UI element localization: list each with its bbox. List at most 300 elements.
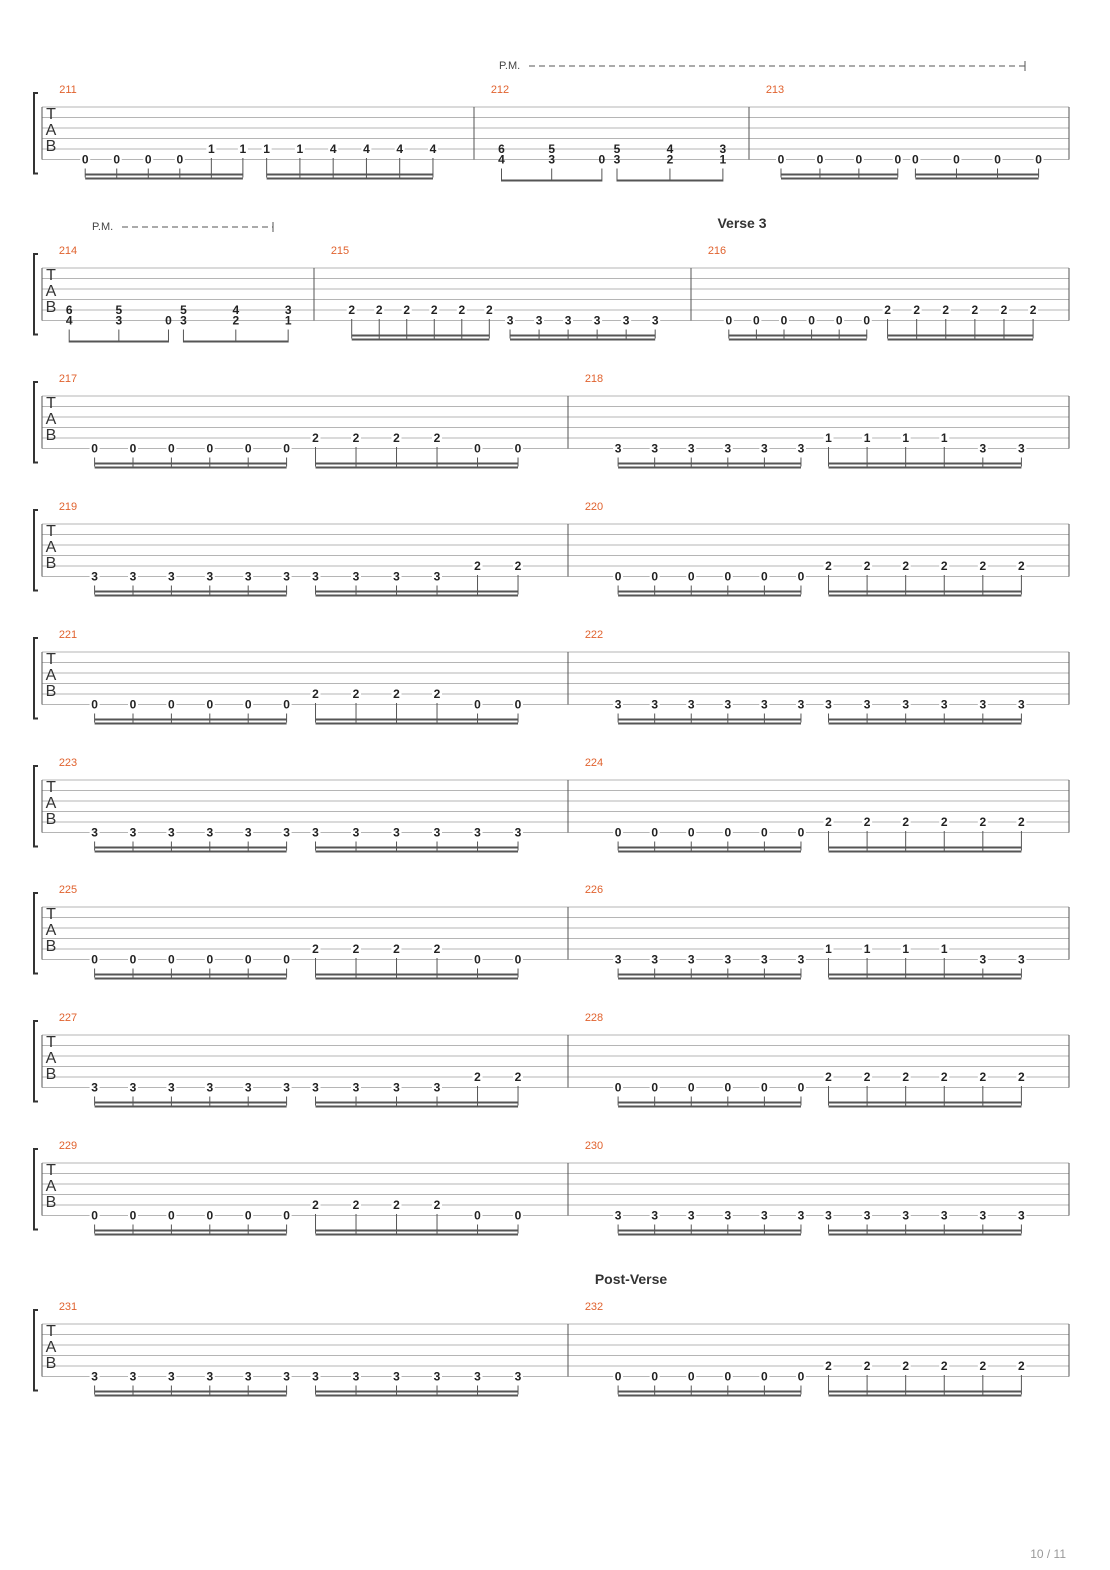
measure-number: 218 [584,373,604,385]
fret-number: 2 [352,942,360,956]
beam [316,978,519,980]
measure-number: 230 [584,1140,604,1152]
beam [829,1391,1022,1393]
fret-number: 2 [1000,303,1008,317]
beam [618,463,801,465]
beam [316,595,519,597]
beam [95,1102,287,1104]
tab-clef-letter: B [45,427,57,444]
fret-number: 0 [283,697,290,712]
fret-number: 2 [430,303,438,317]
measure-number: 211 [59,84,77,96]
chord-fret-lower: 1 [719,152,727,167]
fret-number: 3 [129,569,137,584]
fret-number: 0 [725,313,733,328]
beam [829,847,1022,849]
fret-number: 0 [283,1208,290,1223]
fret-number: 3 [593,313,601,328]
fret-number: 3 [352,1369,360,1384]
tab-clef-letter: B [45,138,57,155]
measure-number: 231 [58,1301,78,1313]
fret-number: 1 [296,142,304,156]
fret-number: 4 [329,142,337,156]
beam [95,467,287,469]
beam [316,851,519,853]
fret-number: 2 [902,1070,910,1084]
beam [69,341,168,343]
fret-number: 3 [614,441,622,456]
measure-number: 229 [58,1140,78,1152]
fret-number: 2 [393,1198,400,1212]
chord-fret-upper: 5 [180,303,187,317]
tab-clef-letter: T [46,395,56,412]
beam [95,1234,287,1236]
fret-number: 2 [348,303,356,317]
beam [618,1230,801,1232]
fret-number: 2 [393,942,400,956]
fret-number: 3 [433,569,441,584]
fret-number: 0 [206,697,214,712]
beam [829,851,1022,853]
measure-number: 227 [58,1012,78,1024]
fret-number: 3 [761,952,768,967]
beam [510,339,655,341]
fret-number: 0 [91,441,98,456]
fret-number: 2 [884,303,891,317]
system-bracket [34,1149,38,1230]
fret-number: 3 [312,825,319,840]
fret-number: 2 [393,431,400,445]
beam [316,1234,519,1236]
beam [618,595,801,597]
measure-number: 213 [765,84,785,96]
fret-number: 0 [129,952,137,967]
fret-number: 3 [1018,1208,1025,1223]
tab-clef-letter: A [45,1178,57,1195]
beam [95,851,287,853]
fret-number: 0 [724,825,732,840]
chord-fret-upper: 4 [232,303,240,317]
fret-number: 0 [244,441,252,456]
fret-number: 0 [687,1080,695,1095]
measure-number: 214 [58,245,78,257]
fret-number: 3 [687,1208,695,1223]
fret-number: 2 [979,1359,987,1373]
beam [915,174,1038,176]
fret-number: 2 [942,303,950,317]
beam [316,591,519,593]
fret-number: 3 [902,697,910,712]
beam [829,719,1022,721]
fret-number: 2 [863,1070,871,1084]
measure-number: 217 [58,373,78,385]
beam [316,1102,519,1104]
fret-number: 3 [283,825,290,840]
fret-number: 0 [894,152,902,167]
beam [95,1106,287,1108]
fret-number: 3 [514,825,522,840]
fret-number: 0 [816,152,824,167]
chord-fret-lower: 3 [180,313,187,328]
fret-number: 2 [514,559,522,573]
system-bracket [34,93,38,174]
fret-number: 2 [979,559,987,573]
fret-number: 3 [825,1208,832,1223]
chord-fret-lower: 2 [666,152,674,167]
tab-clef-letter: T [46,1034,56,1051]
system-bracket [34,766,38,847]
fret-number: 0 [614,825,622,840]
fret-number: 0 [514,1208,522,1223]
fret-number: 2 [352,431,360,445]
fret-number: 2 [352,687,360,701]
beam [95,719,287,721]
system-bracket [34,638,38,719]
fret-number: 2 [863,559,871,573]
system-bracket [34,893,38,974]
tab-clef-letter: B [45,1355,57,1372]
tab-clef-letter: A [45,795,57,812]
fret-number: 3 [244,825,252,840]
beam [316,467,519,469]
fret-number: 1 [208,142,215,156]
beam [618,851,801,853]
fret-number: 0 [168,441,175,456]
fret-number: 0 [81,152,89,167]
fret-number: 3 [129,1369,137,1384]
fret-number: 0 [1035,152,1042,167]
chord-fret-lower: 3 [548,152,556,167]
beam [829,1395,1022,1397]
fret-number: 0 [808,313,815,328]
fret-number: 3 [797,1208,805,1223]
fret-number: 3 [283,1080,290,1095]
fret-number: 2 [825,1070,832,1084]
beam [95,978,287,980]
fret-number: 2 [1029,303,1037,317]
fret-number: 0 [994,152,1001,167]
fret-number: 0 [724,1080,732,1095]
beam [316,1395,519,1397]
fret-number: 2 [825,559,832,573]
fret-number: 0 [113,152,121,167]
fret-number: 2 [971,303,979,317]
tab-clef-letter: A [45,1050,57,1067]
fret-number: 0 [953,152,960,167]
fret-number: 3 [506,313,514,328]
fret-number: 1 [825,431,832,445]
fret-number: 3 [724,697,732,712]
fret-number: 3 [979,697,987,712]
beam [510,335,655,337]
fret-number: 3 [761,1208,768,1223]
chord-fret-upper: 5 [548,142,556,156]
fret-number: 0 [206,441,214,456]
fret-number: 3 [312,1080,319,1095]
fret-number: 3 [312,1369,319,1384]
measure-number: 228 [584,1012,604,1024]
tab-clef-letter: A [45,667,57,684]
fret-number: 3 [687,952,695,967]
beam [352,335,490,337]
fret-number: 3 [724,441,732,456]
fret-number: 2 [312,687,319,701]
system-bracket [34,1021,38,1102]
fret-number: 2 [940,1070,948,1084]
fret-number: 2 [863,1359,871,1373]
fret-number: 0 [129,1208,137,1223]
chord-fret-upper: 5 [115,303,123,317]
measure-number: 215 [330,245,350,257]
tab-clef-letter: A [45,411,57,428]
palm-mute-label: P.M. [92,221,114,233]
fret-number: 0 [777,152,785,167]
fret-number: 1 [825,942,832,956]
palm-mute-label: P.M. [499,60,521,72]
beam [316,847,519,849]
fret-number: 2 [433,942,441,956]
fret-number: 3 [651,1208,659,1223]
tab-clef-letter: T [46,651,56,668]
fret-number: 2 [1018,559,1025,573]
fret-number: 3 [312,569,319,584]
fret-number: 3 [433,1369,441,1384]
fret-number: 0 [283,952,290,967]
fret-number: 3 [168,825,175,840]
tab-clef-letter: A [45,922,57,939]
beam [316,463,519,465]
fret-number: 0 [91,952,98,967]
fret-number: 3 [283,569,290,584]
beam [95,1230,287,1232]
fret-number: 3 [393,825,400,840]
beam [829,723,1022,725]
measure-number: 225 [58,884,78,896]
fret-number: 0 [206,1208,214,1223]
fret-number: 3 [761,697,768,712]
fret-number: 0 [144,152,152,167]
fret-number: 0 [724,569,732,584]
beam [352,339,490,341]
fret-number: 3 [433,1080,441,1095]
beam [618,591,801,593]
chord-fret-upper: 4 [666,142,674,156]
fret-number: 2 [352,1198,360,1212]
fret-number: 3 [1018,441,1025,456]
fret-number: 1 [940,431,948,445]
tab-clef-letter: T [46,267,56,284]
fret-number: 3 [91,1369,98,1384]
tab-clef-letter: B [45,938,57,955]
beam [316,723,519,725]
fret-number: 2 [1018,1070,1025,1084]
fret-number: 4 [429,142,437,156]
fret-number: 2 [433,1198,441,1212]
beam [829,591,1022,593]
beam [729,335,867,337]
fret-number: 0 [474,441,481,456]
fret-number: 0 [651,825,659,840]
beam [95,591,287,593]
fret-number: 2 [825,1359,832,1373]
fret-number: 0 [912,152,919,167]
fret-number: 3 [979,1208,987,1223]
beam [888,335,1034,337]
measure-number: 216 [707,245,727,257]
beam [95,1395,287,1397]
fret-number: 3 [206,825,214,840]
chord-fret-lower: 2 [232,313,240,328]
fret-number: 1 [263,142,270,156]
fret-number: 2 [312,1198,319,1212]
fret-number: 2 [474,559,481,573]
fret-number: 3 [724,952,732,967]
system-bracket [34,254,38,335]
tab-clef-letter: B [45,299,57,316]
fret-number: 3 [91,1080,98,1095]
measure-number: 212 [490,84,510,96]
fret-number: 0 [474,697,481,712]
measure-number: 219 [58,501,78,513]
fret-number: 3 [474,1369,481,1384]
fret-number: 3 [825,697,832,712]
fret-number: 3 [1018,697,1025,712]
fret-number: 3 [940,697,948,712]
beam [829,463,1022,465]
fret-number: 0 [651,1080,659,1095]
fret-number: 0 [514,697,522,712]
fret-number: 2 [474,1070,481,1084]
fret-number: 2 [825,815,832,829]
fret-number: 0 [474,952,481,967]
fret-number: 0 [514,952,522,967]
fret-number: 0 [514,441,522,456]
fret-number: 0 [244,952,252,967]
beam [618,1391,801,1393]
beam [316,1230,519,1232]
fret-number: 0 [129,441,137,456]
fret-number: 0 [91,697,98,712]
tab-clef-letter: T [46,1323,56,1340]
fret-number: 0 [724,1369,732,1384]
fret-number: 0 [780,313,788,328]
fret-number: 3 [352,1080,360,1095]
measure-number: 226 [584,884,604,896]
measure-number: 232 [584,1301,604,1313]
fret-number: 1 [863,942,871,956]
tab-clef-letter: T [46,106,56,123]
tab-clef-letter: B [45,1066,57,1083]
chord-fret-upper: 6 [498,142,505,156]
beam [915,178,1038,180]
fret-number: 3 [797,697,805,712]
fret-number: 3 [393,1369,400,1384]
beam [267,174,433,176]
beam [829,1230,1022,1232]
beam [829,1106,1022,1108]
fret-number: 3 [206,569,214,584]
tab-clef-letter: A [45,1339,57,1356]
beam [85,174,243,176]
fret-number: 3 [651,952,659,967]
fret-number: 3 [614,1208,622,1223]
beam [183,341,288,343]
beam [829,974,1022,976]
fret-number: 2 [979,815,987,829]
fret-number: 0 [797,1369,805,1384]
chord-fret-lower: 1 [284,313,292,328]
fret-number: 0 [614,1369,622,1384]
beam [829,1234,1022,1236]
beam [781,174,898,176]
fret-number: 3 [535,313,543,328]
chord-fret-lower: 3 [115,313,123,328]
fret-number: 3 [863,1208,871,1223]
beam [85,178,243,180]
beam [781,178,898,180]
fret-number: 0 [168,952,175,967]
fret-number: 3 [206,1369,214,1384]
section-label: Verse 3 [717,215,767,231]
beam [618,719,801,721]
fret-number: 3 [687,441,695,456]
fret-number: 2 [433,431,441,445]
beam [829,467,1022,469]
tab-clef-letter: T [46,1162,56,1179]
measure-number: 222 [584,629,604,641]
fret-number: 3 [129,825,137,840]
fret-number: 3 [393,1080,400,1095]
fret-number: 0 [687,1369,695,1384]
fret-number: 0 [651,1369,659,1384]
measure-number: 223 [58,757,78,769]
fret-number: 0 [206,952,214,967]
fret-number: 0 [797,825,805,840]
fret-number: 1 [940,942,948,956]
tab-clef-letter: T [46,779,56,796]
fret-number: 0 [687,825,695,840]
fret-number: 3 [797,441,805,456]
fret-number: 0 [835,313,843,328]
beam [618,974,801,976]
section-label: Post-Verse [594,1271,668,1287]
beam [316,719,519,721]
beam [618,723,801,725]
fret-number: 2 [514,1070,522,1084]
fret-number: 2 [979,1070,987,1084]
fret-number: 2 [312,431,319,445]
fret-number: 2 [913,303,921,317]
beam [316,974,519,976]
fret-number: 0 [761,1080,768,1095]
fret-number: 3 [564,313,572,328]
fret-number: 2 [940,1359,948,1373]
chord-fret-upper: 3 [284,303,292,317]
fret-number: 3 [244,1080,252,1095]
beam [95,847,287,849]
fret-number: 3 [614,952,622,967]
fret-number: 0 [614,569,622,584]
fret-number: 3 [393,569,400,584]
beam [729,339,867,341]
beam [829,595,1022,597]
beam [618,1234,801,1236]
fret-number: 2 [940,815,948,829]
fret-number: 2 [902,1359,910,1373]
tab-clef-letter: B [45,811,57,828]
beam [316,1106,519,1108]
beam [617,180,723,182]
